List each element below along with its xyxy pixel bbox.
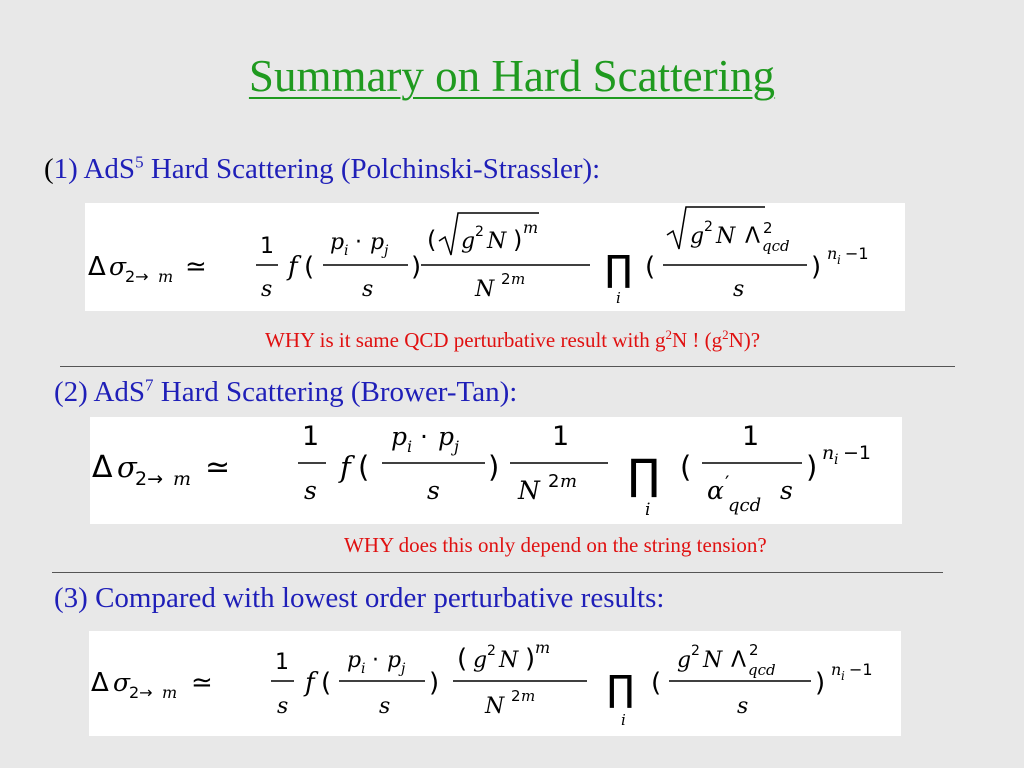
svg-text:i: i xyxy=(834,452,839,468)
svg-text:n: n xyxy=(831,660,842,679)
svg-text:N: N xyxy=(716,224,736,249)
svg-text:N: N xyxy=(499,648,519,673)
svg-text:m: m xyxy=(521,687,536,705)
svg-text:i: i xyxy=(361,661,366,677)
svg-text:g: g xyxy=(677,648,692,673)
svg-text:−1: −1 xyxy=(845,244,869,263)
svg-text:s: s xyxy=(261,277,273,302)
svg-text:qcd: qcd xyxy=(748,661,776,679)
svg-text:p: p xyxy=(347,648,362,673)
svg-text:1: 1 xyxy=(552,421,570,452)
svg-text:i: i xyxy=(344,243,349,259)
svg-text:s: s xyxy=(304,476,317,505)
svg-text:f: f xyxy=(340,450,351,484)
svg-text:Λ: Λ xyxy=(731,648,747,673)
svg-text:(: ( xyxy=(358,450,370,484)
svg-text:−1: −1 xyxy=(843,442,872,464)
svg-text:(: ( xyxy=(680,450,692,484)
svg-text:s: s xyxy=(737,694,749,719)
section-1-note-sup: 2 xyxy=(665,327,672,342)
svg-text:j: j xyxy=(384,243,389,259)
svg-text:·: · xyxy=(372,648,379,673)
svg-text:Δ: Δ xyxy=(88,252,106,282)
svg-text:σ: σ xyxy=(113,668,131,697)
section-3-heading: (3) Compared with lowest order perturbative results: xyxy=(54,582,665,614)
slide-title: Summary on Hard Scattering xyxy=(248,51,776,101)
svg-text:2: 2 xyxy=(691,643,700,659)
svg-text:m: m xyxy=(535,638,551,657)
section-1-sup: 5 xyxy=(135,152,144,172)
svg-text:(: ( xyxy=(427,226,437,254)
svg-text:−1: −1 xyxy=(849,660,873,679)
formula-1 xyxy=(85,203,905,311)
svg-text:1: 1 xyxy=(275,650,289,675)
svg-text:s: s xyxy=(780,476,793,505)
svg-text:2: 2 xyxy=(511,687,521,705)
section-1-text-a: 1) AdS xyxy=(53,153,136,185)
svg-text:i: i xyxy=(616,289,621,307)
svg-text:2→: 2→ xyxy=(129,683,153,702)
svg-text:(: ( xyxy=(304,252,315,282)
svg-text:f: f xyxy=(288,252,298,282)
svg-text:p: p xyxy=(438,422,455,451)
section-1-text-b: Hard Scattering (Polchinski-Strassler): xyxy=(143,153,601,185)
section-2-sup: 7 xyxy=(145,375,154,395)
svg-text:j: j xyxy=(454,437,459,456)
svg-text:N: N xyxy=(487,229,507,254)
svg-text:Δ: Δ xyxy=(92,450,113,485)
section-2-text-a: (2) AdS xyxy=(54,376,146,408)
svg-text:): ) xyxy=(429,668,440,698)
svg-text:2: 2 xyxy=(548,471,560,492)
svg-text:g: g xyxy=(473,648,488,673)
svg-text:): ) xyxy=(806,450,818,484)
svg-text:2→: 2→ xyxy=(125,267,149,286)
formula-2-box xyxy=(90,417,902,524)
svg-text:s: s xyxy=(379,694,391,719)
svg-text:m: m xyxy=(162,683,178,702)
svg-text:·: · xyxy=(420,422,428,451)
svg-text:p: p xyxy=(387,648,402,673)
section-1-note-a: WHY is it same QCD perturbative result with g xyxy=(265,328,666,352)
divider-2 xyxy=(52,572,943,573)
svg-text:Λ: Λ xyxy=(745,224,761,249)
svg-text:·: · xyxy=(355,230,362,255)
svg-text:g: g xyxy=(461,229,476,254)
section-1-note-b: N ! (g xyxy=(671,328,723,352)
svg-text:′: ′ xyxy=(725,472,730,494)
svg-text:f: f xyxy=(305,668,315,698)
svg-text:i: i xyxy=(645,500,651,520)
svg-text:(: ( xyxy=(321,668,332,698)
svg-text:): ) xyxy=(815,668,826,698)
svg-text:1: 1 xyxy=(302,421,320,452)
section-1-open-paren: ( xyxy=(44,153,54,185)
svg-text:j: j xyxy=(401,661,406,677)
svg-text:∏: ∏ xyxy=(607,669,635,710)
svg-text:σ: σ xyxy=(109,252,127,281)
svg-text:2: 2 xyxy=(487,643,496,659)
svg-text:qcd: qcd xyxy=(728,495,762,516)
svg-text:(: ( xyxy=(457,644,468,674)
svg-text:N: N xyxy=(703,648,723,673)
svg-text:∏: ∏ xyxy=(605,249,633,290)
svg-text:2: 2 xyxy=(749,641,759,659)
svg-text:σ: σ xyxy=(117,450,137,484)
svg-text:N: N xyxy=(518,476,540,505)
svg-text:p: p xyxy=(391,422,408,451)
svg-text:(: ( xyxy=(645,252,656,282)
svg-text:m: m xyxy=(511,270,526,288)
svg-text:p: p xyxy=(330,230,345,255)
svg-text:2→: 2→ xyxy=(135,468,164,490)
svg-text:m: m xyxy=(173,468,192,490)
svg-text:s: s xyxy=(277,694,289,719)
svg-text:∏: ∏ xyxy=(628,450,660,499)
svg-text:N: N xyxy=(485,694,505,719)
svg-text:n: n xyxy=(827,244,838,263)
section-1-note-sup2: 2 xyxy=(722,327,729,342)
svg-text:i: i xyxy=(407,437,413,456)
svg-text:): ) xyxy=(411,252,422,282)
svg-text:): ) xyxy=(513,226,523,254)
svg-text:n: n xyxy=(822,442,835,464)
svg-text:): ) xyxy=(488,450,500,484)
svg-text:): ) xyxy=(811,252,822,282)
svg-text:≃: ≃ xyxy=(205,450,231,485)
section-2-text-b: Hard Scattering (Brower-Tan): xyxy=(153,376,518,408)
svg-text:i: i xyxy=(841,669,845,683)
svg-text:): ) xyxy=(525,644,536,674)
svg-text:m: m xyxy=(560,471,578,492)
svg-text:≃: ≃ xyxy=(191,668,213,698)
svg-text:(: ( xyxy=(651,668,662,698)
svg-text:qcd: qcd xyxy=(762,237,790,255)
formula-3 xyxy=(89,631,901,736)
section-2-heading xyxy=(54,376,517,409)
svg-text:p: p xyxy=(370,230,385,255)
section-1-note-c: N)? xyxy=(728,328,761,352)
svg-text:s: s xyxy=(733,277,745,302)
svg-text:i: i xyxy=(837,253,841,267)
svg-text:2: 2 xyxy=(763,219,773,237)
svg-text:s: s xyxy=(362,277,374,302)
svg-text:i: i xyxy=(621,711,626,729)
formula-2 xyxy=(90,417,902,524)
svg-text:2: 2 xyxy=(501,270,511,288)
svg-text:≃: ≃ xyxy=(185,252,207,282)
section-1-heading xyxy=(44,153,600,186)
svg-text:s: s xyxy=(427,476,440,505)
section-2-note: WHY does this only depend on the string tension? xyxy=(344,533,767,557)
svg-text:1: 1 xyxy=(742,421,760,452)
svg-text:Δ: Δ xyxy=(91,668,109,698)
svg-text:m: m xyxy=(523,218,539,237)
svg-text:g: g xyxy=(690,224,705,249)
divider-1 xyxy=(60,366,955,367)
formula-1-box xyxy=(85,203,905,311)
svg-text:N: N xyxy=(475,277,495,302)
svg-text:2: 2 xyxy=(475,224,484,240)
svg-text:m: m xyxy=(158,267,174,286)
svg-text:1: 1 xyxy=(260,234,274,259)
svg-text:2: 2 xyxy=(704,219,713,235)
section-1-note xyxy=(265,328,760,353)
svg-text:α: α xyxy=(707,476,724,505)
formula-3-box xyxy=(89,631,901,736)
